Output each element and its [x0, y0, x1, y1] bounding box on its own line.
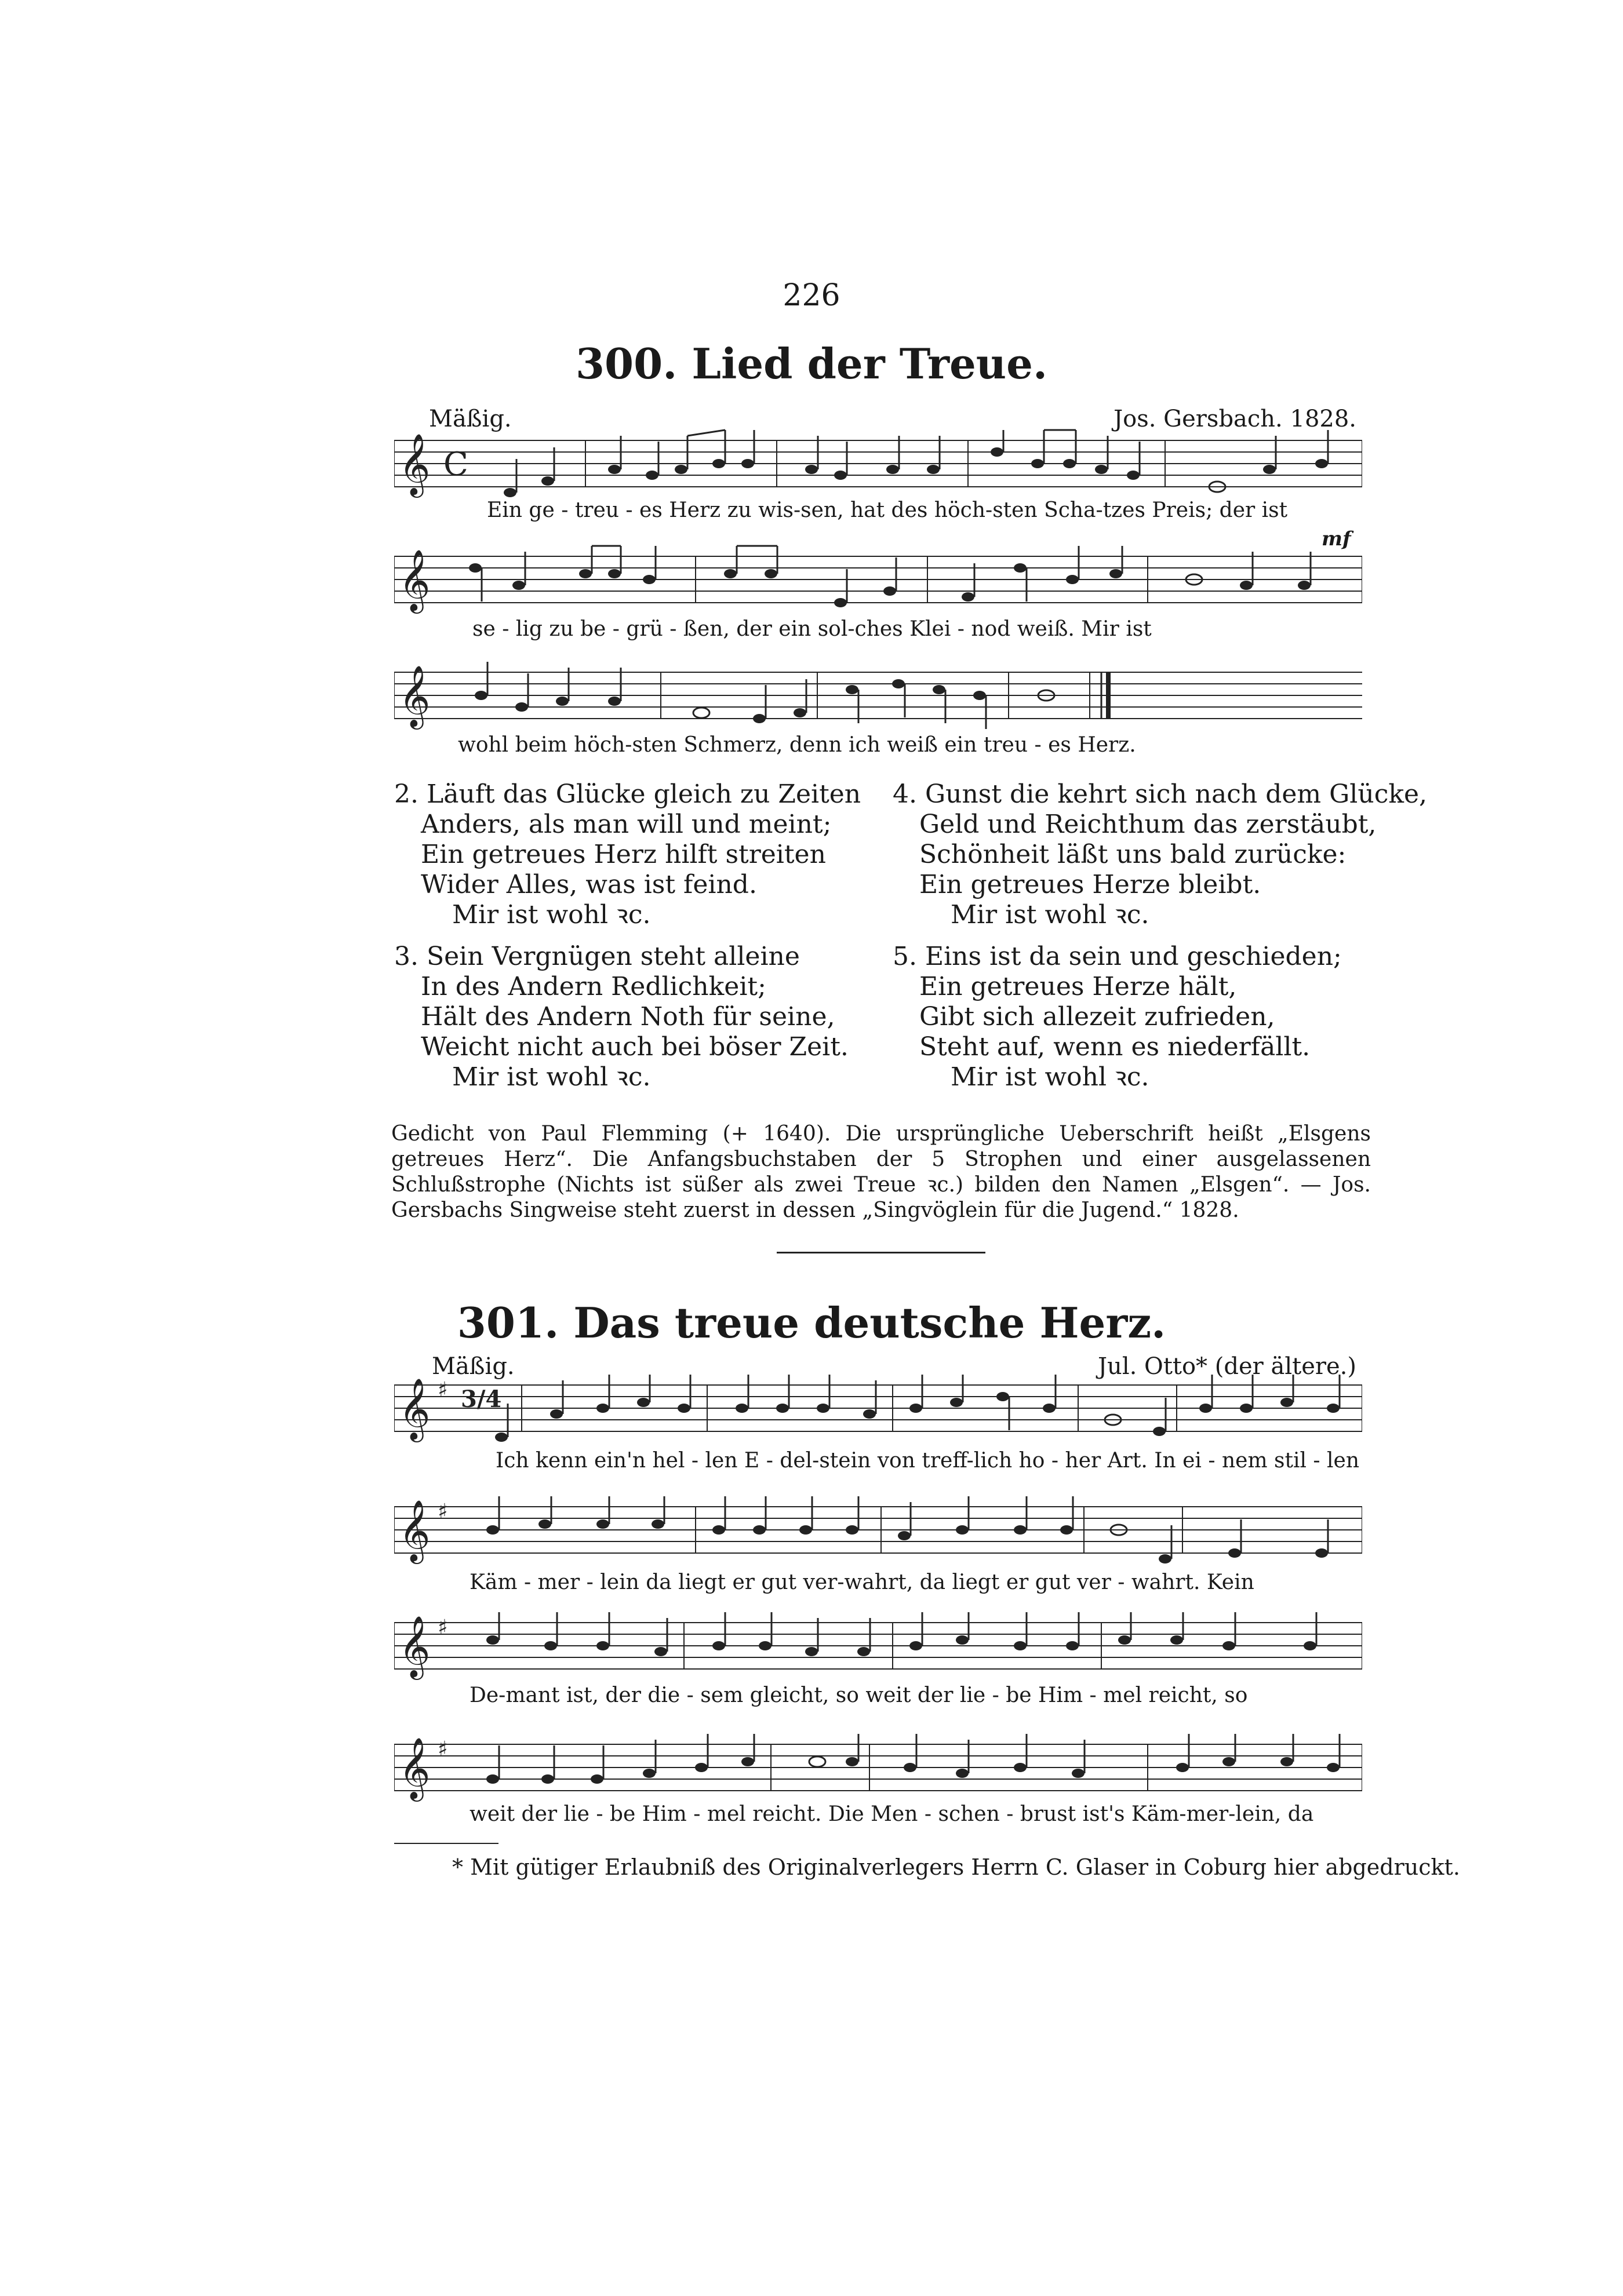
verse-refrain: Mir ist wohl ꝛc.: [452, 1062, 651, 1092]
song-300-dynamic: mf: [1322, 527, 1351, 551]
song-301-title: 301. Das treue deutsche Herz.: [457, 1298, 1166, 1347]
verse-line: Hält des Andern Noth für seine,: [421, 1002, 835, 1032]
verse-line: Sein Vergnügen steht alleine: [426, 942, 800, 971]
verse-refrain: Mir ist wohl ꝛc.: [951, 900, 1149, 930]
song-301-tempo: Mäßig.: [432, 1353, 515, 1380]
verse-number: 4.: [893, 779, 917, 809]
source-note: Gedicht von Paul Flemming (+ 1640). Die ursprüngliche Ueberschrift heißt „Elsgens getreues Herz“. Die Anfangsbuchstaben der 5 Strophen und einer ausgelassenen Schlußstrophe (Nichts ist süßer als zwei Treue ꝛc.) bilden den Namen „Elsgen“. — Jos. Gersbachs Singweise steht zuerst in dessen „Singvöglein für die Jugend.“ 1828.: [391, 1122, 1371, 1222]
svg-text:𝄞: 𝄞: [399, 665, 431, 727]
song-300-lyrics-2: se - lig zu be - grü - ßen, der ein sol-ches Klei - nod weiß. Mir ist: [472, 617, 1152, 641]
verse-line: Ein getreues Herz hilft streiten: [421, 840, 826, 869]
verse-number: 2.: [394, 779, 419, 809]
section-divider: [777, 1252, 985, 1253]
verse-line: Läuft das Glücke gleich zu Zeiten: [426, 779, 861, 809]
verse-number: 5.: [893, 942, 917, 971]
verse-4: [893, 779, 1427, 930]
song-300-lyrics-1: Ein ge - treu - es Herz zu wis-sen, hat des höch-sten Scha-tzes Preis; der ist: [487, 498, 1288, 522]
verse-line: Steht auf, wenn es niederfällt.: [919, 1032, 1311, 1062]
song-301-lyrics-2: Käm - mer - lein da liegt er gut ver-wahrt, da liegt er gut ver - wahrt. Kein: [470, 1570, 1254, 1594]
footnote-rule: [394, 1843, 498, 1844]
verse-line: Anders, als man will und meint;: [421, 810, 832, 839]
song-301-staff-1: [394, 1373, 1362, 1443]
song-301-staff-2: [394, 1495, 1362, 1565]
svg-text:C: C: [443, 446, 468, 483]
verse-5: [893, 942, 1342, 1092]
footnote: * Mit gütiger Erlaubniß des Originalverlegers Herrn C. Glaser in Coburg hier abgedruckt.: [452, 1854, 1460, 1880]
song-301-staff-4: [394, 1733, 1362, 1802]
verse-line: In des Andern Redlichkeit;: [421, 972, 766, 1001]
song-301-lyrics-1: Ich kenn ein'n hel - len E - del-stein von treff-lich ho - her Art. In ei - nem stil - len: [496, 1449, 1360, 1473]
svg-text:𝄞: 𝄞: [399, 1737, 431, 1799]
song-300-lyrics-3: wohl beim höch-sten Schmerz, denn ich weiß ein treu - es Herz.: [458, 733, 1136, 757]
song-301-time-signature: 3/4: [461, 1386, 502, 1413]
verse-line: Gunst die kehrt sich nach dem Glücke,: [925, 779, 1428, 809]
song-300-staff-3: [394, 661, 1362, 730]
verse-line: Wider Alles, was ist feind.: [421, 870, 757, 899]
verse-line: Weicht nicht auch bei böser Zeit.: [421, 1032, 849, 1062]
verse-2: [394, 779, 861, 930]
svg-text:𝄞: 𝄞: [399, 433, 431, 495]
verse-line: Geld und Reichthum das zerstäubt,: [919, 810, 1377, 839]
verse-line: Ein getreues Herze bleibt.: [919, 870, 1261, 899]
svg-text:♯: ♯: [438, 1737, 448, 1761]
song-300-title: 300. Lied der Treue.: [575, 339, 1048, 388]
svg-text:𝄞: 𝄞: [399, 1499, 431, 1561]
svg-text:𝄞: 𝄞: [399, 1377, 431, 1439]
verse-line: Eins ist da sein und geschieden;: [925, 942, 1342, 971]
svg-text:𝄞: 𝄞: [399, 549, 431, 611]
verse-line: Gibt sich allezeit zufrieden,: [919, 1002, 1275, 1032]
svg-text:♯: ♯: [438, 1616, 448, 1639]
song-301-lyrics-3: De-mant ist, der die - sem gleicht, so weit der lie - be Him - mel reicht, so: [470, 1683, 1248, 1707]
song-300-composer: Jos. Gersbach. 1828.: [1113, 406, 1356, 432]
svg-text:𝄞: 𝄞: [399, 1615, 431, 1677]
verse-3: [394, 942, 849, 1092]
verse-refrain: Mir ist wohl ꝛc.: [951, 1062, 1149, 1092]
song-300-tempo: Mäßig.: [429, 406, 512, 432]
song-300-staff-1: [394, 429, 1362, 498]
song-300-staff-2: [394, 545, 1362, 614]
verse-number: 3.: [394, 942, 419, 971]
verse-line: Ein getreues Herze hält,: [919, 972, 1237, 1001]
song-301-lyrics-4: weit der lie - be Him - mel reicht. Die Men - schen - brust ist's Käm-mer-lein, da: [470, 1802, 1314, 1826]
song-301-composer: Jul. Otto* (der ältere.): [1098, 1353, 1356, 1380]
song-301-staff-3: [394, 1611, 1362, 1681]
svg-text:♯: ♯: [438, 1378, 448, 1402]
svg-text:♯: ♯: [438, 1500, 448, 1524]
page-number: 226: [783, 278, 840, 313]
verse-line: Schönheit läßt uns bald zurücke:: [919, 840, 1347, 869]
verse-refrain: Mir ist wohl ꝛc.: [452, 900, 651, 930]
